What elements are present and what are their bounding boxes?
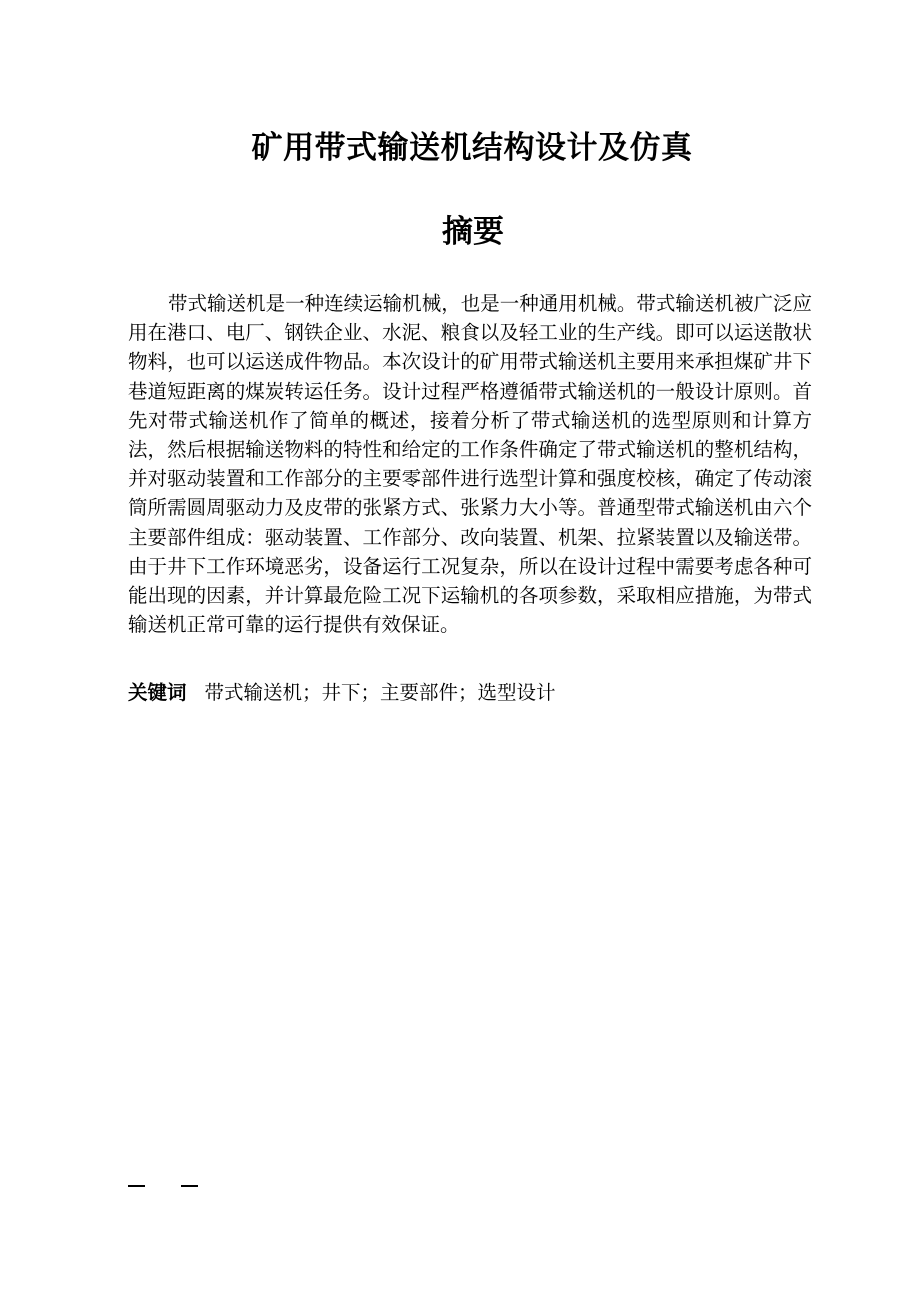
abstract-heading: 摘要 (442, 214, 504, 250)
document-title: 矿用带式输送机结构设计及仿真 (251, 130, 693, 166)
page-number-dash-left (128, 1185, 145, 1187)
page-number-dash-right (181, 1185, 198, 1187)
keywords-text: 带式输送机；井下；主要部件；选型设计 (204, 681, 556, 704)
keywords-line (128, 678, 812, 709)
keywords-label: 关键词 (128, 681, 187, 704)
abstract-paragraph: 带式输送机是一种连续运输机械，也是一种通用机械。带式输送机被广泛应用在港口、电厂、钢铁企业、水泥、粮食以及轻工业的生产线。即可以运送散状物料，也可以运送成件物品。本次设计的矿用带式输送机主要用来承担煤矿井下巷道短距离的煤炭转运任务。设计过程严格遵循带式输送机的一般设计原则。首先对带式输送机作了简单的概述，接着分析了带式输送机的选型原则和计算方法，然后根据输送物料的特性和给定的工作条件确定了带式输送机的整机结构，并对驱动装置和工作部分的主要零部件进行选型计算和强度校核，确定了传动滚筒所需圆周驱动力及皮带的张紧方式、张紧力大小等。普通型带式输送机由六个主要部件组成：驱动装置、工作部分、改向装置、机架、拉紧装置以及输送带。由于井下工作环境恶劣，设备运行工况复杂，所以在设计过程中需要考虑各种可能出现的因素，并计算最危险工况下运输机的各项参数，采取相应措施，为带式输送机正常可靠的运行提供有效保证。 (128, 292, 812, 637)
